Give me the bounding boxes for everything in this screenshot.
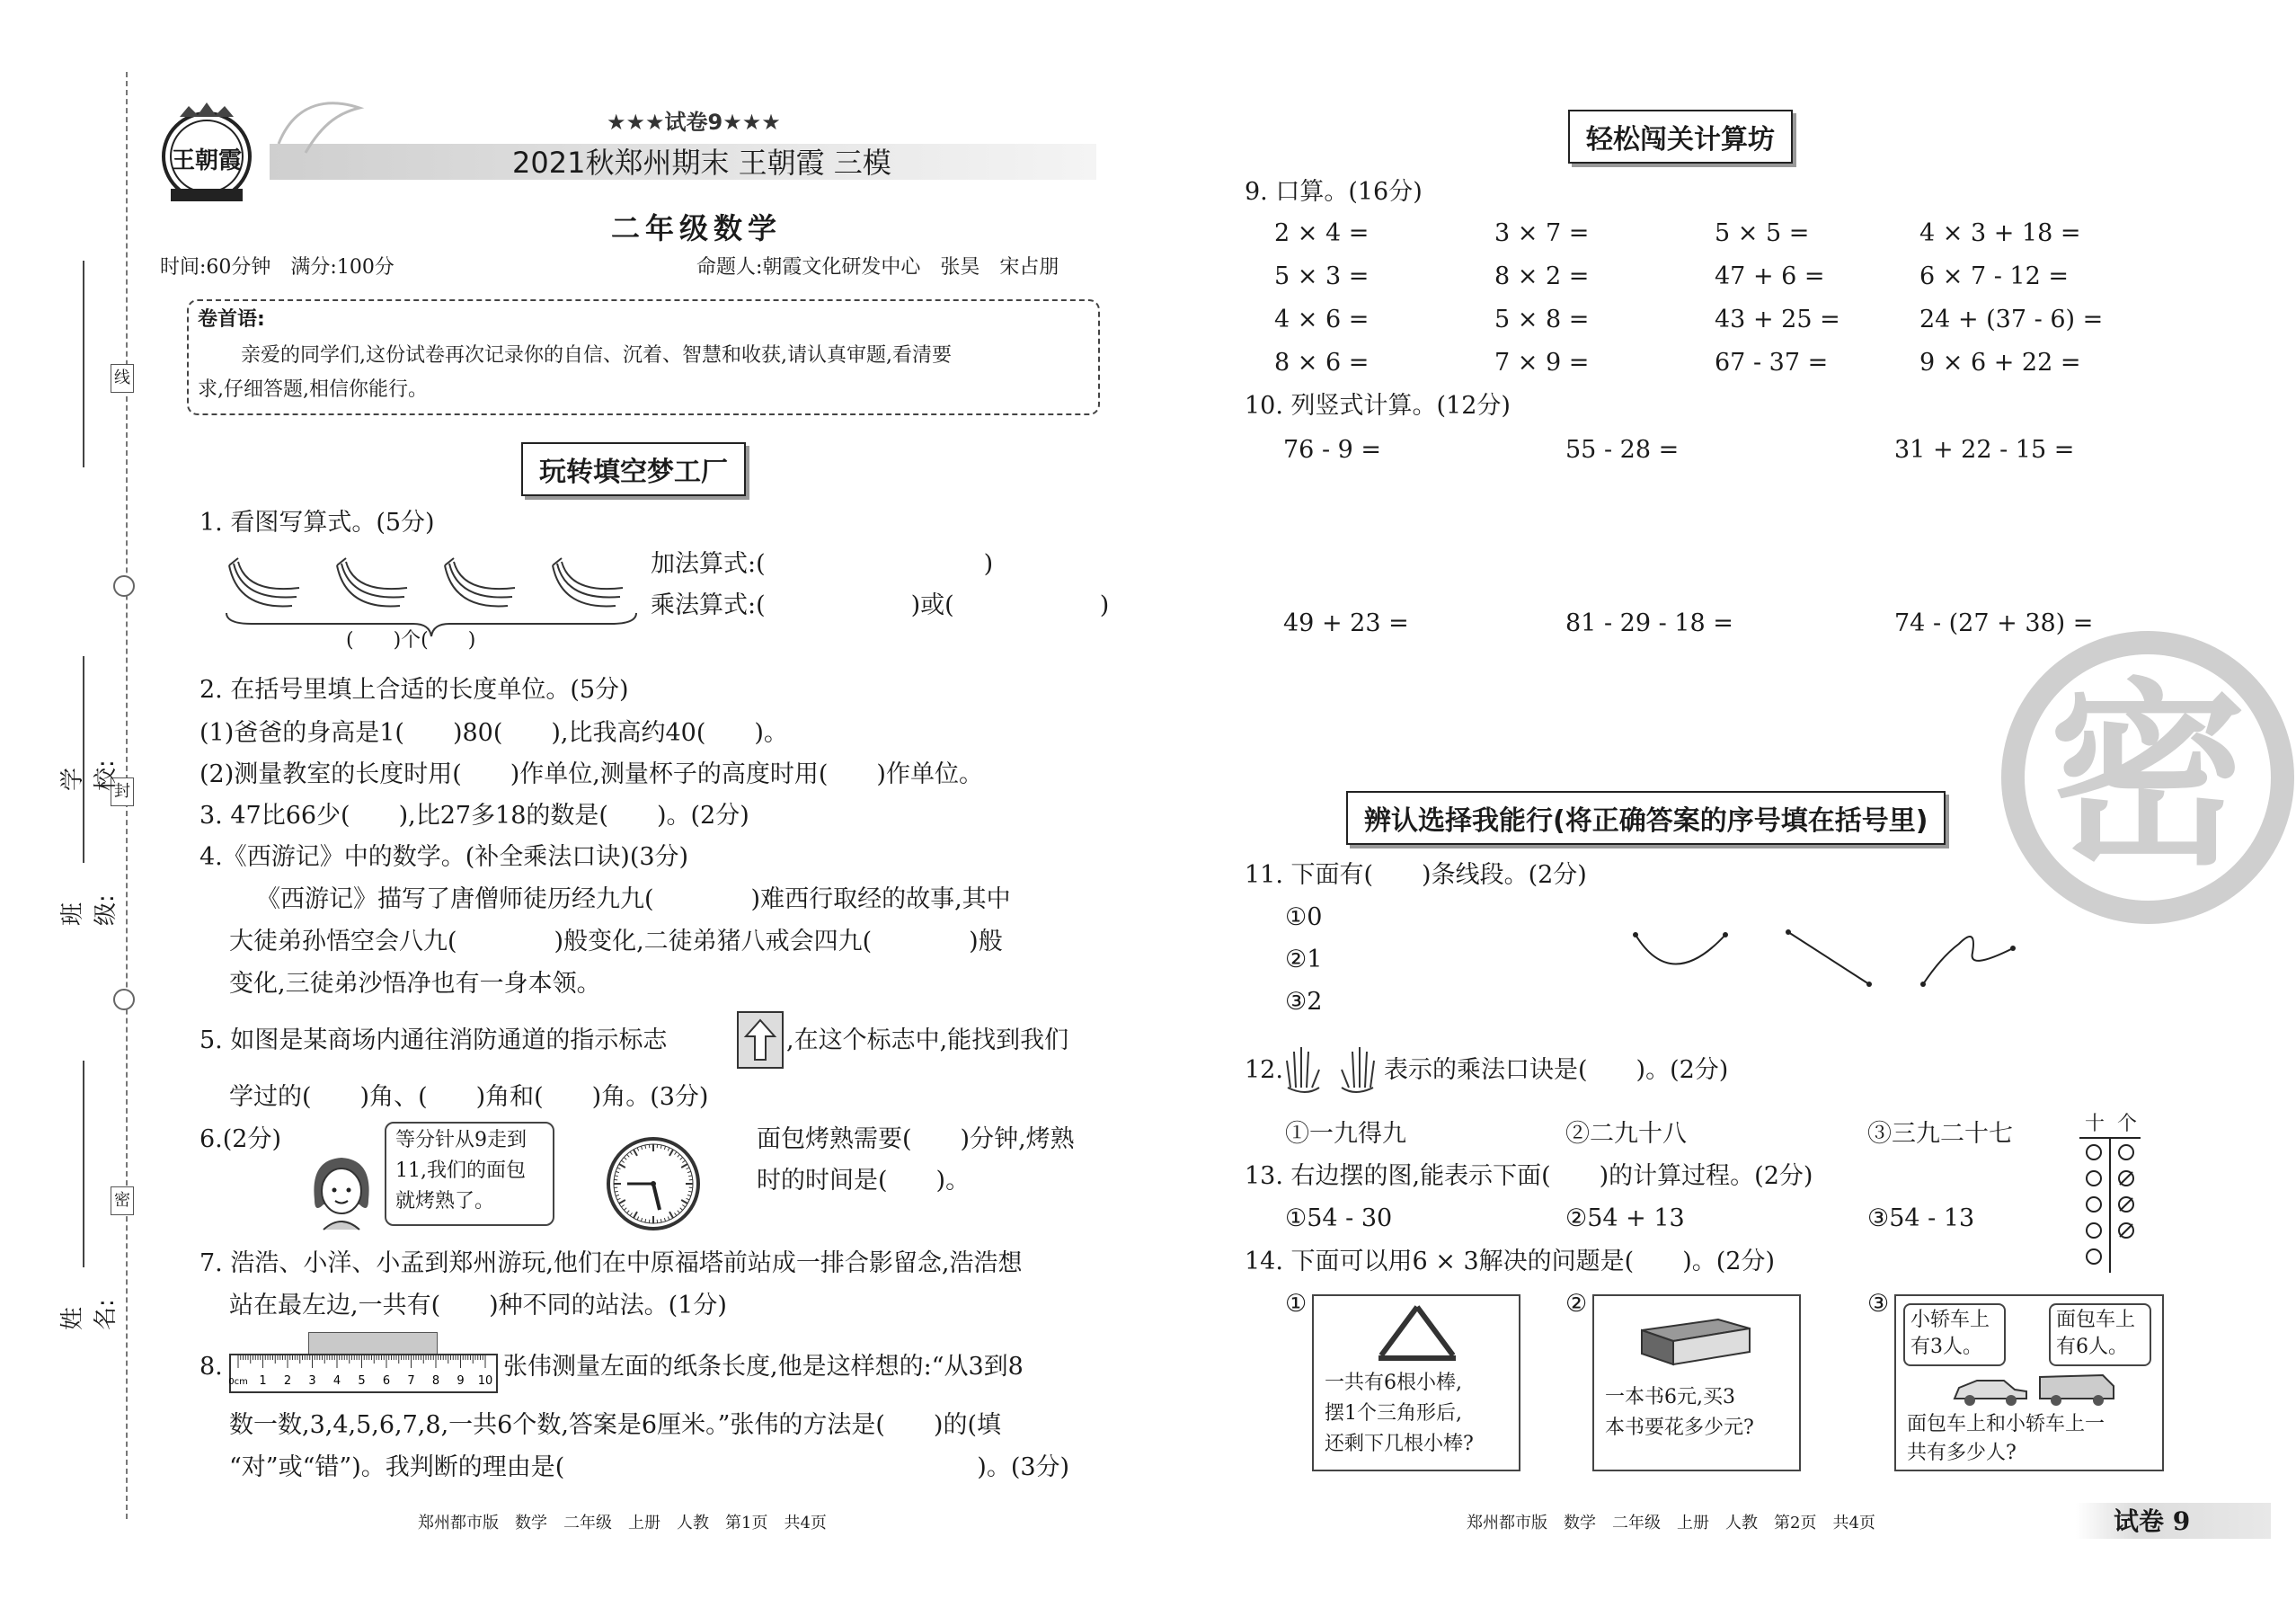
q12-number: 12. — [1245, 1056, 1283, 1084]
q10-r1c0[interactable]: 76 - 9 = — [1283, 436, 1382, 464]
exit-arrow-sign-icon — [737, 1011, 784, 1069]
abacus-ones-label: 个 — [2117, 1113, 2138, 1135]
binding-circle-1 — [113, 575, 135, 597]
footer-left: 郑州都市版 数学 二年级 上册 人教 第1页 共4页 — [418, 1514, 827, 1532]
q10-r1c2[interactable]: 31 + 22 - 15 = — [1894, 436, 2075, 464]
ruler-label: 7 — [407, 1374, 415, 1388]
q12-opt1[interactable]: ①一九得九 — [1285, 1120, 1406, 1148]
ruler-label: 9 — [457, 1374, 465, 1388]
section-title-choose: 辨认选择我能行(将正确答案的序号填在括号里) — [1346, 791, 1946, 845]
time-score: 时间:60分钟 满分:100分 — [160, 256, 394, 279]
q14-option3-card[interactable] — [1894, 1294, 2164, 1471]
ruler-label: 3 — [308, 1374, 316, 1388]
ruler-label: 6 — [382, 1374, 391, 1388]
q9-r0c1[interactable]: 3 × 7 = — [1494, 219, 1590, 247]
q13-opt3[interactable]: ③54 - 13 — [1867, 1204, 1975, 1232]
q6-speech-bubble — [385, 1122, 554, 1226]
q9-r3c1[interactable]: 7 × 9 = — [1494, 349, 1590, 377]
q6-stem: 6.(2分) — [199, 1125, 282, 1153]
q14-stem[interactable]: 14. 下面可以用6 × 3解决的问题是( )。(2分) — [1245, 1248, 1775, 1275]
abacus-tens-label: 十 — [2085, 1113, 2105, 1135]
q13-opt2[interactable]: ②54 + 13 — [1565, 1204, 1685, 1232]
ruler-label: 0cm — [228, 1377, 248, 1387]
q9-grid — [1274, 219, 2137, 390]
name-label: 姓名: — [59, 1299, 120, 1330]
q14-o1-line3: 还剩下几根小棒? — [1325, 1433, 1474, 1455]
q14-o3-line1: 面包车上和小轿车上一 — [1907, 1413, 2105, 1435]
q14-o1-line2: 摆1个三角形后, — [1325, 1402, 1462, 1425]
q10-r2c2[interactable]: 74 - (27 + 38) = — [1894, 609, 2094, 637]
q14-o3-bubble1 — [1903, 1303, 2006, 1366]
q14-opt3-num[interactable]: ③ — [1867, 1290, 1890, 1318]
q11-opt1[interactable]: ①0 — [1285, 903, 1323, 931]
q14-o3-bubble2 — [2049, 1303, 2151, 1366]
two-hands-icon — [1283, 1034, 1378, 1097]
logo-text: 王朝霞 — [171, 147, 242, 174]
q1-stem: 1. 看图写算式。(5分) — [199, 509, 435, 537]
ruler-label: 2 — [283, 1374, 292, 1388]
q5-line2[interactable]: 学过的( )角、( )角和( )角。(3分) — [229, 1083, 709, 1111]
binding-mark-seal: 封 — [111, 777, 134, 806]
q12-opt3[interactable]: ③三九二十七 — [1867, 1120, 2013, 1148]
q14-o3-b2-line2: 有6人。 — [2056, 1336, 2128, 1358]
q8-line2[interactable]: 数一数,3,4,5,6,7,8,一共6个数,答案是6厘米。”张伟的方法是( )的(填 — [229, 1411, 1001, 1439]
authors: 命题人:朝霞文化研发中心 张昊 宋占朋 — [696, 256, 1059, 279]
class-label: 班级: — [59, 894, 120, 926]
q5-line1a: 5. 如图是某商场内通往消防通道的指示标志 — [199, 1026, 668, 1054]
q4-line3: 变化,三徒弟沙悟净也有一身本领。 — [229, 970, 601, 998]
q11-stem[interactable]: 11. 下面有( )条线段。(2分) — [1245, 861, 1587, 889]
q6-right-line2[interactable]: 时的时间是( )。 — [757, 1167, 971, 1195]
q14-opt1-num[interactable]: ① — [1285, 1290, 1308, 1318]
q9-r1c3[interactable]: 6 × 7 - 12 = — [1919, 262, 2069, 290]
triangle-sticks-icon — [1368, 1302, 1467, 1368]
q11-opt2[interactable]: ②1 — [1285, 946, 1323, 973]
q14-o3-b1-line2: 有3人。 — [1910, 1336, 1982, 1358]
q14-o3-b2-line1: 面包车上 — [2056, 1309, 2136, 1331]
q9-r3c2[interactable]: 67 - 37 = — [1715, 349, 1829, 377]
q9-r2c2[interactable]: 43 + 25 = — [1715, 306, 1840, 333]
footer-tag: 试卷 9 — [2114, 1506, 2191, 1536]
q10-r2c1[interactable]: 81 - 29 - 18 = — [1565, 609, 1733, 637]
q7-line1: 7. 浩浩、小洋、小孟到郑州游玩,他们在中原福塔前站成一排合影留念,浩浩想 — [199, 1249, 1023, 1277]
paper-strip — [308, 1332, 438, 1355]
binding-mark-line: 线 — [111, 364, 134, 393]
q14-option1-card[interactable] — [1312, 1294, 1520, 1471]
q14-o2-line1: 一本书6元,买3 — [1605, 1386, 1735, 1408]
ruler-body — [229, 1354, 498, 1393]
name-underline — [83, 1061, 84, 1267]
q6-bubble-line2: 11,我们的面包 — [395, 1159, 526, 1182]
secret-seal-watermark — [1999, 629, 2296, 926]
ruler — [229, 1332, 494, 1391]
q9-r1c1[interactable]: 8 × 2 = — [1494, 262, 1590, 290]
q6-bubble-line3: 就烤熟了。 — [395, 1190, 495, 1213]
preface-title: 卷首语: — [198, 308, 265, 331]
q9-r3c0[interactable]: 8 × 6 = — [1274, 349, 1370, 377]
q10-stem: 10. 列竖式计算。(12分) — [1245, 392, 1511, 420]
name-field[interactable] — [54, 1061, 120, 1339]
q6-bubble-line1: 等分针从9走到 — [395, 1129, 527, 1151]
q13-stem[interactable]: 13. 右边摆的图,能表示下面( )的计算过程。(2分) — [1245, 1162, 1813, 1190]
ruler-label: 5 — [358, 1374, 366, 1388]
q9-r2c0[interactable]: 4 × 6 = — [1274, 306, 1370, 333]
q4-line1[interactable]: 《西游记》描写了唐僧师徒历经九九( )难西行取经的故事,其中 — [256, 885, 1011, 913]
preface-line2: 求,仔细答题,相信你能行。 — [198, 378, 428, 401]
ribbon-swirl — [270, 90, 377, 165]
q8-number: 8. — [199, 1353, 223, 1381]
footer-right: 郑州都市版 数学 二年级 上册 人教 第2页 共4页 — [1467, 1514, 1875, 1532]
svg-text:密: 密 — [2048, 662, 2247, 892]
q9-r2c1[interactable]: 5 × 8 = — [1494, 306, 1590, 333]
q13-opt1[interactable]: ①54 - 30 — [1285, 1204, 1393, 1232]
ruler-label: 4 — [332, 1374, 341, 1388]
q9-r3c3[interactable]: 9 × 6 + 22 = — [1919, 349, 2081, 377]
binding-circle-2 — [113, 989, 135, 1010]
q9-r0c0[interactable]: 2 × 4 = — [1274, 219, 1370, 247]
section-title-fill: 玩转填空梦工厂 — [521, 442, 746, 496]
q1-brace-label: ( )个( ) — [346, 629, 476, 652]
q1-mul-formula[interactable]: 乘法算式:( )或( ) — [651, 591, 1110, 619]
q12-opt2[interactable]: ②二九十八 — [1565, 1120, 1687, 1148]
ruler-label: 10 — [477, 1374, 493, 1388]
q5-line1b: ,在这个标志中,能找到我们 — [786, 1026, 1069, 1054]
q2-line1[interactable]: (1)爸爸的身高是1( )80( ),比我高约40( )。 — [199, 719, 788, 747]
header-logo — [157, 101, 256, 200]
preface-box — [187, 299, 1100, 415]
ruler-label: 1 — [259, 1374, 267, 1388]
abacus-chart — [2078, 1113, 2142, 1275]
q9-r1c2[interactable]: 47 + 6 = — [1715, 262, 1825, 290]
clock-icon — [604, 1134, 703, 1233]
q2-line2[interactable]: (2)测量教室的长度时用( )作单位,测量杯子的高度时用( )作单位。 — [199, 760, 983, 788]
q4-stem: 4.《西游记》中的数学。(补全乘法口诀)(3分) — [199, 843, 689, 871]
q9-r2c3[interactable]: 24 + (37 - 6) = — [1919, 306, 2104, 333]
q3-stem[interactable]: 3. 47比66少( ),比27多18的数是( )。(2分) — [199, 802, 749, 830]
q7-line2[interactable]: 站在最左边,一共有( )种不同的站法。(1分) — [229, 1292, 727, 1319]
q8-line3[interactable]: “对”或“错”)。我判断的理由是( )。(3分) — [229, 1453, 1070, 1481]
main-title: 2021秋郑州期末 王朝霞 三模 — [512, 146, 891, 180]
school-field[interactable] — [54, 261, 120, 791]
q11-opt3[interactable]: ③2 — [1285, 988, 1323, 1016]
school-underline — [83, 261, 84, 467]
q9-r0c3[interactable]: 4 × 3 + 18 = — [1919, 219, 2081, 247]
q11-lines-figure — [1627, 921, 2031, 993]
exam-tag: ★★★试卷9★★★ — [607, 110, 781, 135]
q14-o1-line1: 一共有6根小棒, — [1325, 1372, 1462, 1394]
q4-line2[interactable]: 大徒弟孙悟空会八九( )般变化,二徒弟猪八戒会四九( )般 — [229, 928, 1003, 955]
girl-icon — [306, 1150, 377, 1231]
school-label: 学校: — [59, 760, 120, 791]
binding-mark-secret: 密 — [111, 1186, 134, 1215]
q9-stem: 9. 口算。(16分) — [1245, 178, 1423, 206]
q6-right-line1[interactable]: 面包烤熟需要( )分钟,烤熟 — [757, 1125, 1075, 1153]
q14-o3-line2: 共有多少人? — [1907, 1442, 2017, 1464]
q1-add-formula[interactable]: 加法算式:( ) — [651, 550, 994, 578]
q14-opt2-num[interactable]: ② — [1565, 1290, 1588, 1318]
book-icon — [1637, 1312, 1754, 1373]
q14-o3-b1-line1: 小轿车上 — [1910, 1309, 1990, 1331]
q8-line1: 张伟测量左面的纸条长度,他是这样想的:“从3到8 — [503, 1353, 1024, 1381]
class-field[interactable] — [54, 656, 120, 935]
cars-icon — [1950, 1368, 2121, 1413]
section-title-calc: 轻松闯关计算坊 — [1568, 110, 1793, 164]
q9-r0c2[interactable]: 5 × 5 = — [1715, 219, 1810, 247]
q12-stem[interactable]: 表示的乘法口诀是( )。(2分) — [1384, 1056, 1729, 1084]
q2-stem: 2. 在括号里填上合适的长度单位。(5分) — [199, 676, 629, 704]
subject-title: 二年级数学 — [611, 211, 783, 245]
class-underline — [83, 656, 84, 863]
ruler-label: 8 — [431, 1374, 440, 1388]
q14-option2-card[interactable] — [1592, 1294, 1801, 1471]
q9-r1c0[interactable]: 5 × 3 = — [1274, 262, 1370, 290]
q10-r1c1[interactable]: 55 - 28 = — [1565, 436, 1680, 464]
preface-line1: 亲爱的同学们,这份试卷再次记录你的自信、沉着、智慧和收获,请认真审题,看清要 — [241, 344, 952, 367]
q14-o2-line2: 本书要花多少元? — [1605, 1417, 1754, 1439]
q10-r2c0[interactable]: 49 + 23 = — [1283, 609, 1409, 637]
